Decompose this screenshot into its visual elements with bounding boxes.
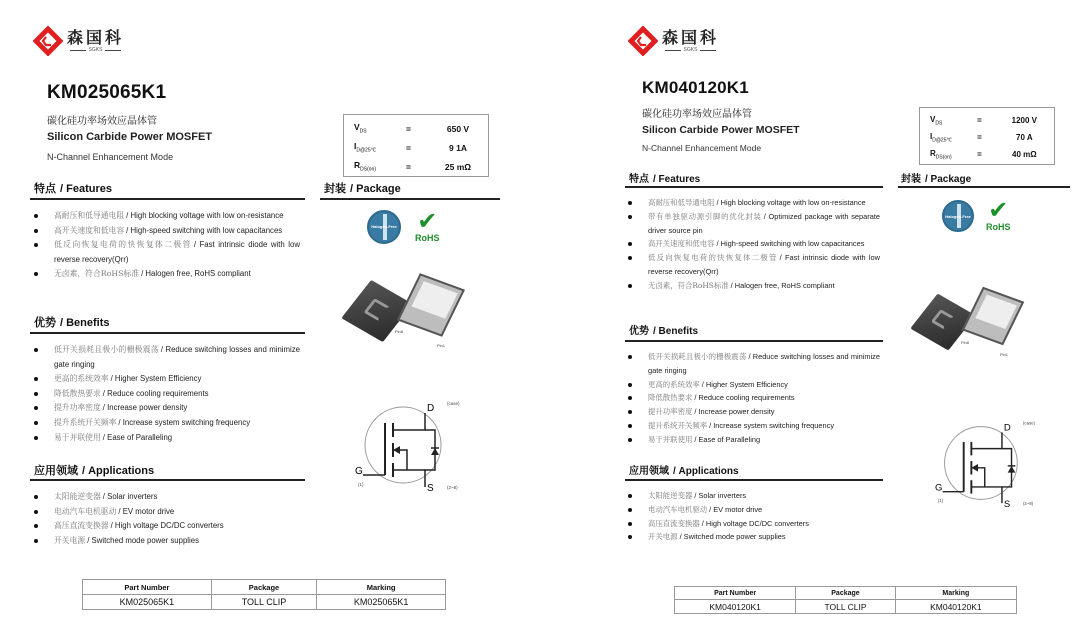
- brand-logo: [628, 26, 719, 56]
- spec-vds: $V_{DS}$ = 650 V: [354, 119, 478, 138]
- table-row: KM040120K1 TOLL CLIP KM040120K1: [675, 600, 1017, 614]
- rohs-icon: ✔ RoHS: [415, 208, 440, 243]
- spec-rdson: $R_{DS(on)}$ = 25 mΩ: [354, 157, 478, 176]
- compliance-badges: [367, 210, 440, 244]
- col-package: Package: [796, 587, 895, 600]
- svg-text:(1): (1): [937, 498, 944, 504]
- benefits-heading: 优势 / Benefits: [34, 316, 110, 329]
- brand-name-cn: 森国科: [67, 27, 125, 47]
- applications-heading: 应用领域 / Applications: [629, 466, 739, 477]
- list-item: 降低散热要求 / Reduce cooling requirements: [626, 391, 880, 405]
- sgks-logo-icon: [628, 26, 658, 56]
- spec-vds-value: 650 V: [446, 123, 470, 134]
- channel-mode: N-Channel Enhancement Mode: [47, 152, 174, 162]
- list-item: 高耐压和低导通电阻 / High blocking voltage with low on-resistance: [32, 209, 300, 224]
- key-specs-box: [919, 107, 1055, 165]
- list-item: 低开关损耗且极小的栅极震荡 / Reduce switching losses and minimize gate ringing: [32, 343, 300, 372]
- benefits-divider: [30, 332, 305, 334]
- part-number-title: KM025065K1: [47, 82, 167, 103]
- list-item: 带有单独驱动源引脚的优化封装 / Optimized package with separate driver source pin: [626, 210, 880, 238]
- spec-id: $I_{D@25℃}$ = 9 1A: [354, 138, 478, 157]
- ordering-info-table: [674, 586, 1017, 614]
- package-divider: [898, 186, 1070, 188]
- halogen-free-icon: Halogen-Free: [367, 210, 401, 244]
- svg-text:G: G: [935, 482, 943, 494]
- brand-name-en: SGKS: [665, 47, 717, 54]
- list-item: 易于并联使用 / Ease of Paralleling: [626, 433, 880, 447]
- features-divider: [625, 186, 883, 188]
- list-item: 低反向恢复电荷的快恢复体二极管 / Fast intrinsic diode with low reverse recovery(Qrr): [626, 251, 880, 279]
- col-part-number: Part Number: [675, 587, 796, 600]
- table-row: KM025065K1 TOLL CLIP KM025065K1: [83, 595, 446, 610]
- svg-text:G: G: [355, 466, 363, 477]
- col-package: Package: [211, 580, 317, 595]
- sgks-logo-icon: [33, 26, 63, 56]
- package-divider: [320, 198, 500, 200]
- list-item: 电动汽车电机驱动 / EV motor drive: [626, 503, 880, 517]
- applications-list: [626, 489, 880, 544]
- spec-vds: $V_{DS}$ = 1200 V: [930, 112, 1044, 129]
- list-item: 易于并联使用 / Ease of Paralleling: [32, 431, 300, 446]
- benefits-heading: 优势 / Benefits: [629, 326, 699, 337]
- list-item: 提升功率密度 / Increase power density: [32, 401, 300, 416]
- spec-rdson: $R_{DS(on)}$ = 40 mΩ: [930, 146, 1044, 163]
- toll-package-image: Pin8 Pin1: [915, 290, 1025, 360]
- halogen-free-icon: Halogen-Free: [942, 200, 974, 232]
- list-item: 高开关速度和低电容 / High-speed switching with low capacitances: [32, 224, 300, 239]
- list-item: 无卤素，符合RoHS标准 / Halogen free, RoHS compliant: [626, 279, 880, 293]
- svg-text:(2~8): (2~8): [447, 485, 458, 490]
- list-item: 高开关速度和低电容 / High-speed switching with low capacitances: [626, 237, 880, 251]
- list-item: 电动汽车电机驱动 / EV motor drive: [32, 505, 300, 520]
- svg-text:D: D: [427, 403, 435, 414]
- features-heading: 特点 / Features: [34, 182, 112, 195]
- features-divider: [30, 198, 305, 200]
- benefits-list: [626, 350, 880, 447]
- list-item: 提升系统开关频率 / Increase system switching frequency: [626, 419, 880, 433]
- list-item: 低开关损耗且极小的栅极震荡 / Reduce switching losses and minimize gate ringing: [626, 350, 880, 378]
- mosfet-schematic-icon: [935, 415, 1045, 511]
- package-heading: 封装 / Package: [901, 174, 972, 185]
- list-item: 太阳能逆变器 / Solar inverters: [626, 489, 880, 503]
- package-heading: 封装 / Package: [324, 182, 401, 195]
- rohs-icon: ✔ RoHS: [986, 197, 1011, 232]
- features-heading: 特点 / Features: [629, 174, 701, 185]
- spec-id-value: 70 A: [1016, 133, 1033, 142]
- ordering-info-table: [82, 579, 446, 610]
- mosfet-schematic-icon: [355, 395, 470, 495]
- list-item: 降低散热要求 / Reduce cooling requirements: [32, 387, 300, 402]
- benefits-divider: [625, 340, 883, 342]
- col-part-number: Part Number: [83, 580, 212, 595]
- subtitle-cn: 碳化硅功率场效应晶体管: [47, 116, 157, 127]
- spec-id-value: 9 1A: [449, 142, 467, 153]
- features-list: [626, 196, 880, 293]
- svg-text:S: S: [1003, 499, 1011, 510]
- spec-vds-value: 1200 V: [1011, 116, 1038, 125]
- applications-divider: [625, 479, 883, 481]
- svg-text:S: S: [427, 483, 434, 494]
- benefits-list: [32, 343, 300, 445]
- list-item: 开关电源 / Switched mode power supplies: [32, 534, 300, 549]
- applications-list: [32, 490, 300, 548]
- brand-name-en: SGKS: [70, 47, 122, 54]
- svg-text:(case): (case): [1023, 420, 1035, 426]
- applications-heading: 应用领域 / Applications: [34, 464, 155, 477]
- svg-text:D: D: [1003, 422, 1011, 434]
- spec-rdson-value: 40 mΩ: [1012, 150, 1037, 159]
- brand-logo: [33, 26, 124, 56]
- list-item: 开关电源 / Switched mode power supplies: [626, 530, 880, 544]
- features-list: [32, 209, 300, 282]
- list-item: 更高的系统效率 / Higher System Efficiency: [32, 372, 300, 387]
- subtitle-en: Silicon Carbide Power MOSFET: [642, 124, 800, 136]
- list-item: 高耐压和低导通电阻 / High blocking voltage with low on-resistance: [626, 196, 880, 210]
- spec-id: $I_{D@25℃}$ = 70 A: [930, 129, 1044, 146]
- svg-text:(2~8): (2~8): [1023, 501, 1034, 507]
- col-marking: Marking: [895, 587, 1016, 600]
- subtitle-en: Silicon Carbide Power MOSFET: [47, 131, 213, 143]
- list-item: 更高的系统效率 / Higher System Efficiency: [626, 378, 880, 392]
- part-number-title: KM040120K1: [642, 78, 749, 97]
- channel-mode: N-Channel Enhancement Mode: [642, 143, 762, 153]
- svg-text:(case): (case): [447, 401, 460, 406]
- list-item: 高压直流变换器 / High voltage DC/DC converters: [32, 519, 300, 534]
- list-item: 低反向恢复电荷的快恢复体二极管 / Fast intrinsic diode with low reverse recovery(Qrr): [32, 238, 300, 267]
- svg-text:(1): (1): [358, 482, 364, 487]
- applications-divider: [30, 479, 305, 481]
- key-specs-box: [343, 114, 489, 177]
- subtitle-cn: 碳化硅功率场效应晶体管: [642, 109, 752, 120]
- spec-rdson-value: 25 mΩ: [444, 161, 472, 172]
- brand-name-cn: 森国科: [662, 27, 720, 47]
- toll-package-image: Pin8 Pin1: [345, 275, 465, 350]
- list-item: 提升系统开关频率 / Increase system switching frequency: [32, 416, 300, 431]
- list-item: 无卤素，符合RoHS标准 / Halogen free, RoHS compliant: [32, 267, 300, 282]
- datasheet-right: [540, 0, 1080, 637]
- list-item: 太阳能逆变器 / Solar inverters: [32, 490, 300, 505]
- list-item: 高压直流变换器 / High voltage DC/DC converters: [626, 517, 880, 531]
- col-marking: Marking: [317, 580, 446, 595]
- list-item: 提升功率密度 / Increase power density: [626, 405, 880, 419]
- compliance-badges: [942, 197, 1011, 232]
